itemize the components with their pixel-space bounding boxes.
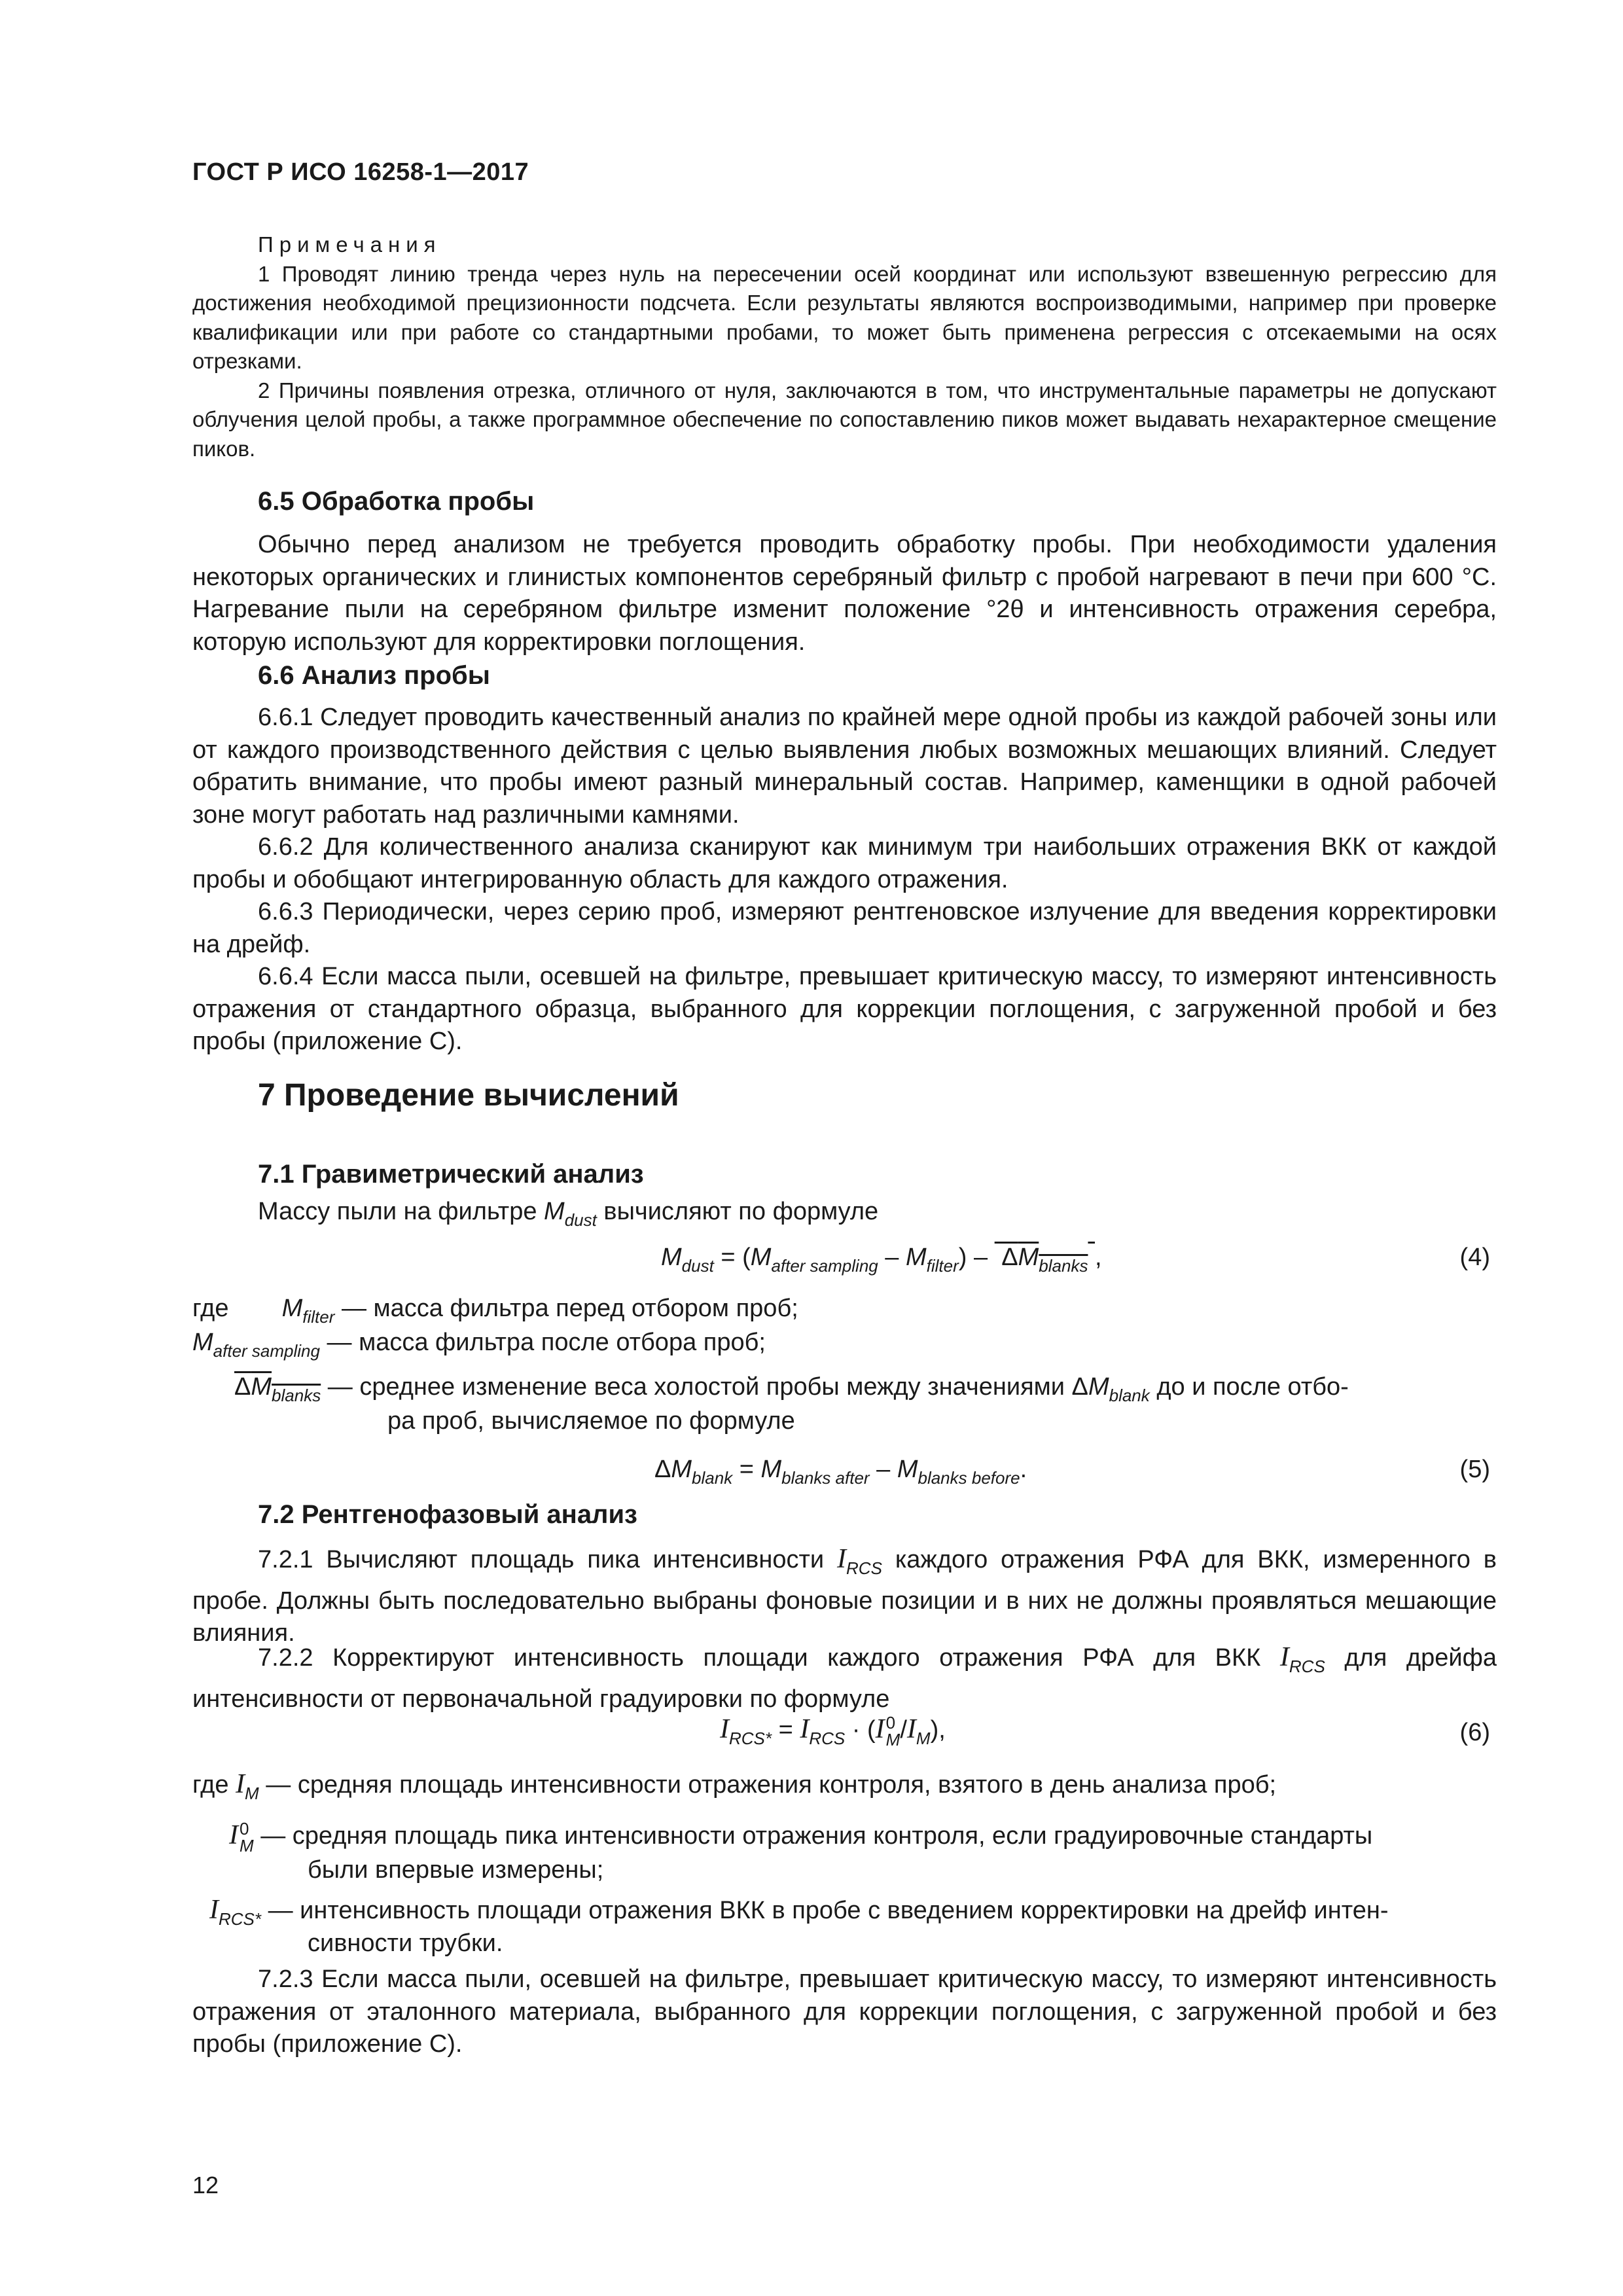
section-6-6-heading: 6.6 Анализ пробы (258, 661, 490, 690)
equation-6: $I_{RCS*} = I_{RCS} \cdot (I$ 0 M $/I_M$), (720, 1712, 946, 1749)
definition-i-m0: I 0 M — средняя площадь пика интенсивности отражения контроля, если градуировочные стандарты (229, 1818, 1373, 1856)
document-header: ГОСТ Р ИСО 16258-1—2017 (192, 158, 529, 186)
definition-i-m: где $I_M$ — средняя площадь интенсивности отражения контроля, взятого в день анализа проб; (192, 1769, 1277, 1803)
equation-4: $M_{dust} = (M_{after sampling} - M_{filter}) - \Delta M_{blanks}$ , (661, 1244, 1102, 1276)
where-label-2: где (192, 1771, 229, 1799)
definition-6a-text: — интенсивность площади отражения ВКК в пробе с введением корректировки на дрейф интен- (268, 1897, 1389, 1924)
definition-6b: сивности трубки. (308, 1929, 503, 1957)
equation-5: $\Delta M_{blank} = M_{blanks after} - M_{blanks before}$. (654, 1456, 1027, 1488)
definition-3a-text: — среднее изменение веса холостой пробы между значениями (327, 1373, 1065, 1401)
para-6-6-4: 6.6.4 Если масса пыли, осевшей на фильтре, превышает критическую массу, то измеряют интенсивность отражения от стандартного образца, выбранного для коррекции поглощения, с загруженной пробой и без пробы (приложение С). (192, 963, 1497, 1055)
section-6-5-heading: 6.5 Обработка пробы (258, 487, 535, 516)
section-6-5-text: Обычно перед анализом не требуется проводить обработку пробы. При необходимости удаления некоторых органических и глинистых компонентов серебряный фильтр с пробой нагревают в печи при 600 °С. Нагревание пыли на серебряном фильтре изменит положение °2θ и интенсивность отражения серебра, которую используют для корректировки поглощения. (192, 531, 1497, 656)
equation-4-number: (4) (1459, 1244, 1490, 1271)
para-7-2-2: 7.2.2 Корректируют интенсивность площади каждого отражения РФА для ВКК $I_{RCS}$ для дрейфа интенсивности от первоначальной градуировки по формуле (192, 1642, 1497, 1713)
definition-1-text: — масса фильтра перед отбором проб; (341, 1295, 798, 1322)
definition-5a-text: — средняя площадь пика интенсивности отражения контроля, если градуировочные стандарты (260, 1822, 1373, 1850)
intro-text: Массу пыли на фильтре (258, 1198, 537, 1225)
para-6-6-2: 6.6.2 Для количественного анализа сканируют как минимум три наибольших отражения ВКК от каждой пробы и обобщают интегрированную область для каждого отражения. (192, 833, 1497, 893)
definition-5b: были впервые измерены; (308, 1856, 604, 1884)
para-7-2-1: 7.2.1 Вычисляют площадь пика интенсивности $I_{RCS}$ каждого отражения РФА для ВКК, измеренного в пробе. Должны быть последовательно выбраны фоновые позиции и в них не должны проявляться мешающие влияния. (192, 1544, 1497, 1647)
para-7-2-1-b: каждого отражения РФА для ВКК, измеренного в пробе. Должны быть последовательно выбраны фоновые позиции и в них не должны проявляться мешающие влияния. (192, 1546, 1497, 1647)
definition-m-after: $M_{after sampling}$ — масса фильтра после отбора проб; (192, 1329, 766, 1361)
notes-block (192, 230, 1497, 463)
section-7-heading: 7 Проведение вычислений (258, 1078, 679, 1113)
section-7-1-intro: Массу пыли на фильтре $M_{dust}$ вычисляют по формуле (258, 1198, 879, 1230)
definition-2-text: — масса фильтра после отбора проб; (327, 1329, 766, 1356)
section-6-6-text (192, 702, 1497, 1058)
definition-3c: ра проб, вычисляемое по формуле (387, 1407, 795, 1435)
definition-delta-m-blanks: $\Delta M_{blanks}$ — среднее изменение веса холостой пробы между значениями $\Delta M_{blank}$ до и после отбо- (234, 1373, 1349, 1405)
para-7-2-1-a: 7.2.1 Вычисляют площадь пика интенсивности (258, 1546, 825, 1573)
intro-tail: вычисляют по формуле (603, 1198, 879, 1225)
definition-i-rcs-star: $I_{RCS*}$ — интенсивность площади отражения ВКК в пробе с введением корректировки на дрейф интен- (209, 1895, 1389, 1929)
definition-m-filter: где $M_{filter}$ — масса фильтра перед отбором проб; (192, 1295, 798, 1327)
para-7-2-2-b: для дрейфа интенсивности от первоначальной градуировки по формуле (192, 1644, 1497, 1713)
section-7-2-heading: 7.2 Рентгенофазовый анализ (258, 1500, 637, 1529)
note-2: 2 Причины появления отрезка, отличного от нуля, заключаются в том, что инструментальные параметры не допускают облучения целой пробы, а также программное обеспечение по сопоставлению пиков может выдавать нехарактерное смещение пиков. (192, 378, 1497, 461)
para-6-6-3: 6.6.3 Периодически, через серию проб, измеряют рентгеновское излучение для введения корректировки на дрейф. (192, 898, 1497, 958)
para-7-2-3: 7.2.3 Если масса пыли, осевшей на фильтре, превышает критическую массу, то измеряют интенсивность отражения от эталонного материала, выбранного для коррекции поглощения, с загруженной пробой и без пробы (приложение С). (192, 1965, 1497, 2058)
section-7-1-heading: 7.1 Гравиметрический анализ (258, 1160, 644, 1189)
para-6-6-1: 6.6.1 Следует проводить качественный анализ по крайней мере одной пробы из каждой рабочей зоны или от каждого производственного действия с целью выявления любых возможных мешающих влияний. Следует обратить внимание, что пробы имеют разный минеральный состав. Например, каменщики в одной рабочей зоне могут работать над различными камнями. (192, 704, 1497, 829)
definition-4-text: — средняя площадь интенсивности отражения контроля, взятого в день анализа проб; (266, 1771, 1277, 1799)
page-number: 12 (192, 2172, 219, 2198)
equation-6-number: (6) (1459, 1719, 1490, 1746)
equation-5-number: (5) (1459, 1456, 1490, 1483)
where-label: где (192, 1295, 229, 1322)
note-1: 1 Проводят линию тренда через нуль на пересечении осей координат или используют взвешенную регрессию для достижения необходимой прецизионности подсчета. Если результаты являются воспроизводимыми, например при проверке квалификации или при работе со стандартными пробами, то может быть применена регрессия с отсекаемыми на осях отрезками. (192, 261, 1497, 373)
definition-3b-text: до и после отбо- (1156, 1373, 1349, 1401)
para-7-2-2-a: 7.2.2 Корректируют интенсивность площади каждого отражения РФА для ВКК (258, 1644, 1261, 1672)
notes-title: Примечания (258, 232, 442, 257)
